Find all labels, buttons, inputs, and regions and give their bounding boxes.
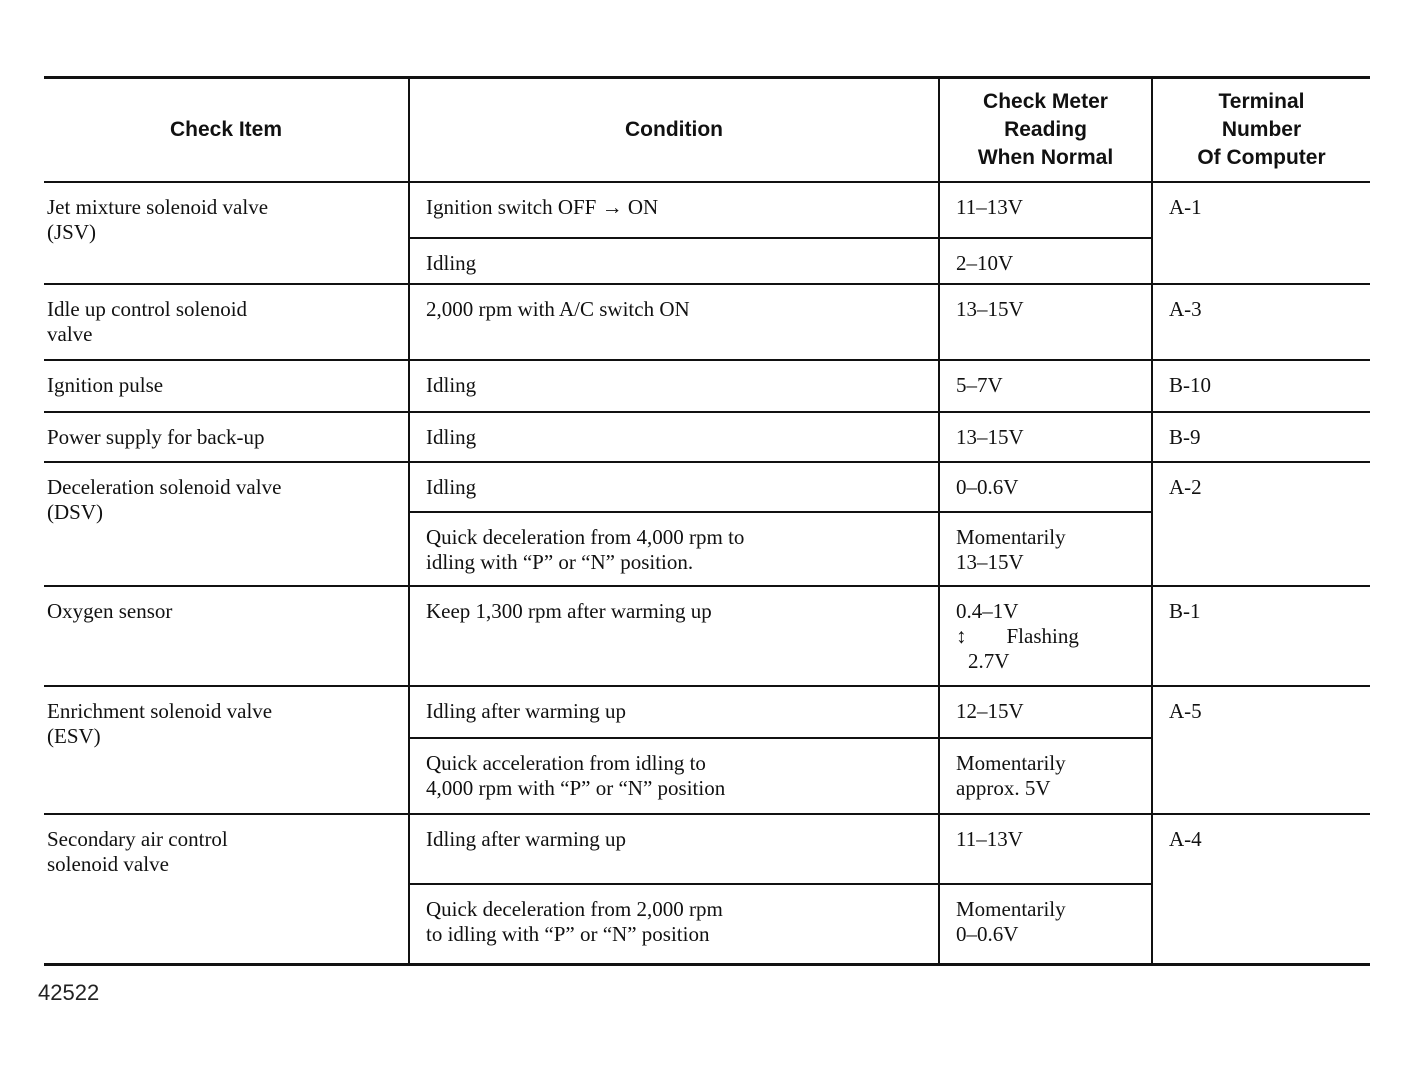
reading-line: 11–13V [956, 827, 1023, 851]
table-row-terminal [1151, 285, 1370, 361]
table-row-terminal [1151, 361, 1370, 413]
check-table [44, 76, 1370, 966]
condition-line: Idling [426, 475, 477, 499]
terminal-number: A-4 [1169, 827, 1202, 851]
table-row-reading [938, 463, 1151, 513]
reading-line: approx. 5V [956, 776, 1051, 800]
header-terminal [1151, 79, 1370, 183]
terminal-number: A-3 [1169, 297, 1202, 321]
condition-line: 2,000 rpm with A/C switch ON [426, 297, 690, 321]
condition-line: Quick deceleration from 4,000 rpm to [426, 525, 745, 549]
header-reading-line: When Normal [977, 146, 1114, 169]
table-row-condition [408, 739, 938, 815]
up-down-arrow-icon: ↕ [956, 624, 967, 648]
reading-line: Momentarily [956, 897, 1066, 921]
condition-line: Idling after warming up [426, 699, 627, 723]
table-row-condition [408, 285, 938, 361]
condition-line: Ignition switch OFF → ON [426, 195, 659, 219]
table-row-reading [938, 239, 1151, 285]
table-row-item [44, 361, 408, 413]
table-row-item [44, 285, 408, 361]
check-item-line: Power supply for back-up [47, 425, 265, 449]
table-row-reading [938, 413, 1151, 463]
table-row-item [44, 413, 408, 463]
reading-line: 11–13V [956, 195, 1023, 219]
table-row-reading [938, 361, 1151, 413]
table-row-terminal [1151, 687, 1370, 815]
table-row-reading [938, 285, 1151, 361]
reading-line: 0–0.6V [956, 922, 1019, 946]
reading-line: 13–15V [956, 297, 1024, 321]
terminal-number: B-9 [1169, 425, 1201, 449]
header-reading [938, 79, 1151, 183]
table-grid [44, 76, 1370, 966]
condition-line: Idling [426, 251, 477, 275]
header-terminal-line: Terminal [1218, 90, 1305, 113]
reading-line: 2–10V [956, 251, 1014, 275]
table-row-item [44, 687, 408, 815]
table-row-item [44, 463, 408, 587]
header-condition [408, 79, 938, 183]
table-row-terminal [1151, 463, 1370, 587]
check-item-line: valve [47, 322, 93, 346]
table-row-condition [408, 239, 938, 285]
reading-line: 13–15V [956, 550, 1024, 574]
check-item-line: (JSV) [47, 220, 97, 244]
table-row-condition [408, 183, 938, 239]
check-item-line: Deceleration solenoid valve [47, 475, 282, 499]
condition-line: Quick acceleration from idling to [426, 751, 706, 775]
reading-line: 2.7V [968, 649, 1010, 673]
check-item-line: (DSV) [47, 500, 103, 524]
check-item-line: Oxygen sensor [47, 599, 173, 623]
reading-line: 13–15V [956, 425, 1024, 449]
table-row-reading [938, 587, 1151, 687]
condition-line: Keep 1,300 rpm after warming up [426, 599, 712, 623]
table-row-item [44, 587, 408, 687]
condition-line: Idling after warming up [426, 827, 627, 851]
header-terminal-line: Of Computer [1197, 146, 1326, 169]
terminal-number: A-1 [1169, 195, 1202, 219]
reading-line: 0–0.6V [956, 475, 1019, 499]
table-row-condition [408, 587, 938, 687]
reading-line: 12–15V [956, 699, 1024, 723]
header-reading-line: Reading [1004, 118, 1087, 141]
table-row-item [44, 183, 408, 285]
table-row-reading [938, 739, 1151, 815]
table-row-reading [938, 513, 1151, 587]
table-row-condition [408, 361, 938, 413]
condition-line: Idling [426, 373, 477, 397]
check-item-line: Ignition pulse [47, 373, 164, 397]
reading-line: 0.4–1V [956, 599, 1019, 623]
header-check-item [44, 79, 408, 183]
flashing-label: Flashing [1006, 624, 1079, 648]
table-row-terminal [1151, 183, 1370, 285]
table-row-item [44, 815, 408, 963]
check-item-line: solenoid valve [47, 852, 169, 876]
header-reading-line: Check Meter [983, 90, 1108, 113]
check-item-line: Secondary air control [47, 827, 228, 851]
check-item-line: (ESV) [47, 724, 101, 748]
condition-line: to idling with “P” or “N” position [426, 922, 710, 946]
terminal-number: A-2 [1169, 475, 1202, 499]
flashing-indicator [956, 624, 1135, 649]
terminal-number: B-10 [1169, 373, 1211, 397]
check-item-line: Enrichment solenoid valve [47, 699, 273, 723]
condition-line: idling with “P” or “N” position. [426, 550, 694, 574]
table-row-condition [408, 463, 938, 513]
header-condition-label: Condition [625, 118, 723, 141]
header-terminal-line: Number [1221, 118, 1302, 141]
table-row-reading [938, 815, 1151, 885]
table-row-terminal [1151, 413, 1370, 463]
condition-line: 4,000 rpm with “P” or “N” position [426, 776, 726, 800]
table-row-condition [408, 885, 938, 963]
table-row-terminal [1151, 815, 1370, 963]
table-row-terminal [1151, 587, 1370, 687]
header-check-item-label: Check Item [169, 118, 283, 141]
figure-number: 42522 [38, 980, 100, 1005]
check-item-line: Idle up control solenoid [47, 297, 248, 321]
table-row-condition [408, 513, 938, 587]
table-row-reading [938, 885, 1151, 963]
reading-line: Momentarily [956, 525, 1066, 549]
condition-line: Idling [426, 425, 477, 449]
table-row-reading [938, 183, 1151, 239]
terminal-number: B-1 [1169, 599, 1201, 623]
table-row-condition [408, 815, 938, 885]
terminal-number: A-5 [1169, 699, 1202, 723]
table-row-condition [408, 687, 938, 739]
reading-line: 5–7V [956, 373, 1003, 397]
table-row-condition [408, 413, 938, 463]
table-row-reading [938, 687, 1151, 739]
check-item-line: Jet mixture solenoid valve [47, 195, 269, 219]
reading-line: Momentarily [956, 751, 1066, 775]
condition-line: Quick deceleration from 2,000 rpm [426, 897, 723, 921]
